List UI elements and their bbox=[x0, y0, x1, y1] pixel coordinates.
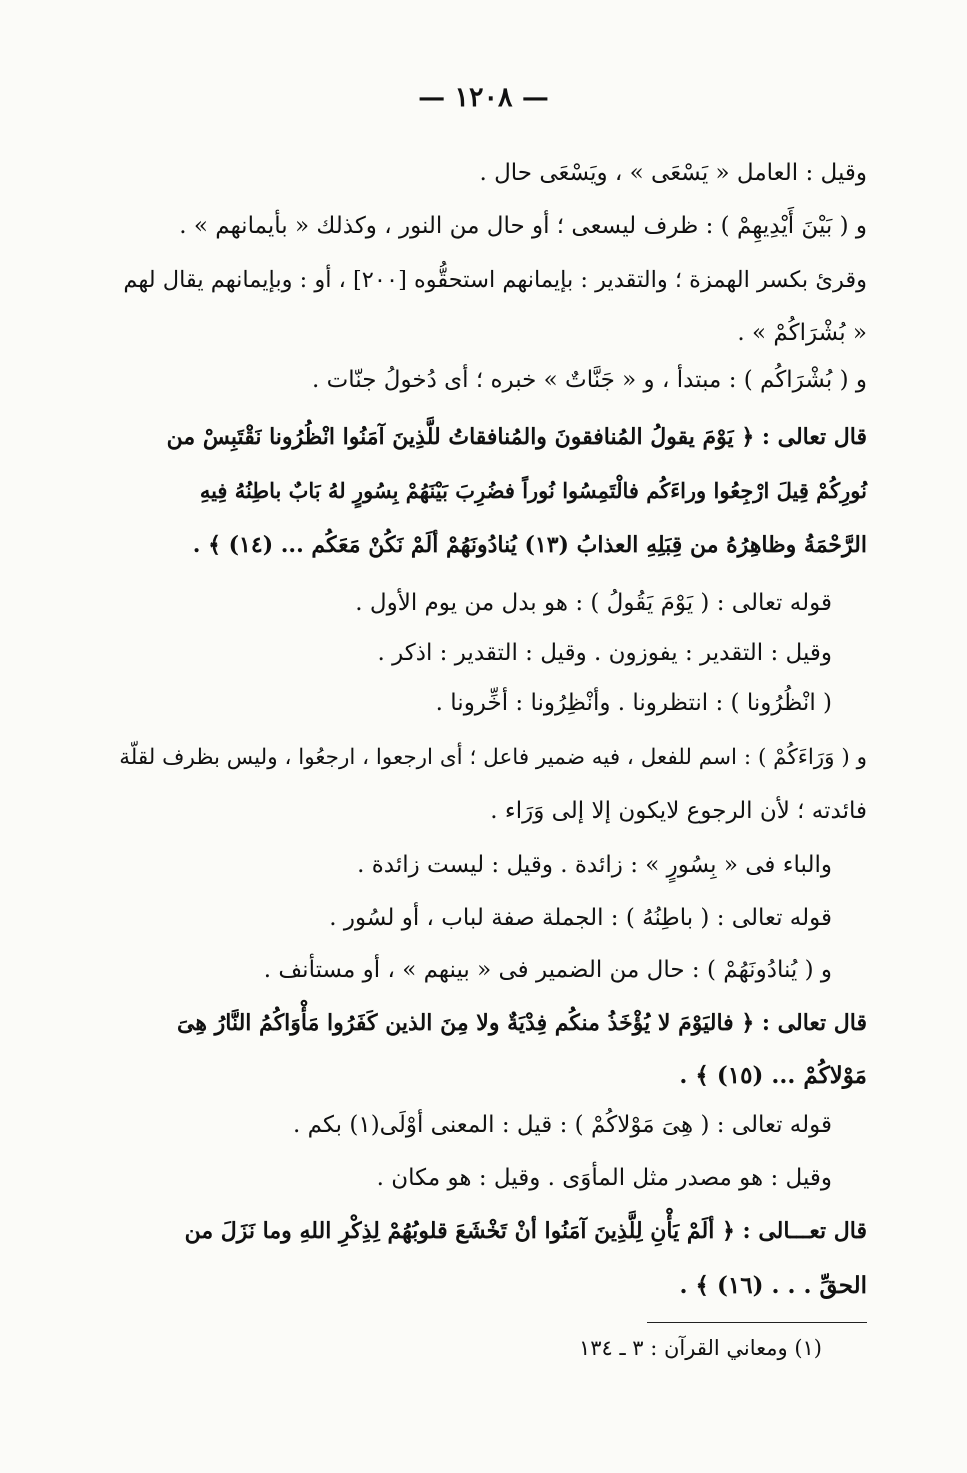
verse-line-6: قال تعـــالى : ﴿ ألَمْ يَأْنِ لِلَّذِينَ آمَنُوا أنْ تَخْشَعَ قلوبُهُمْ لِذِكْرِ اللهِ وما نَزَلَ من bbox=[184, 1218, 867, 1244]
footnote-separator bbox=[647, 1322, 867, 1323]
text-line-3: وقرئ بكسر الهمزة ؛ والتقدير : بإيمانهم استحقُّوه [٢٠٠] ، أو : وبإيمانهم يقال لهم bbox=[123, 267, 867, 293]
text-line-4: « بُشْرَاكُمْ » . bbox=[737, 320, 867, 346]
text-line-5: و ( بُشْرَاكُم ) : مبتدأ ، و « جَنَّاتٌ » خبره ؛ أى دُخولُ جنّات . bbox=[312, 367, 867, 393]
verse-line-2: نُورِكُمْ قِيلَ ارْجِعُوا وراءَكُم فالْتَمِسُوا نُوراً فضُرِبَ بَيْنَهُمْ بِسُورٍ لهُ بَابٌ باطِنُهُ فِيهِ bbox=[199, 478, 867, 503]
text-line-2: و ( بَيْنَ أَيْدِيهِمْ ) : ظرف ليسعى ؛ أو حال من النور ، وكذلك « بأيمانهم » . bbox=[179, 213, 867, 239]
text-line-1: وقيل : العامل « يَسْعَى » ، ويَسْعَى حال . bbox=[479, 160, 867, 186]
text-line-20: وقيل : هو مصدر مثل المأوَى . وقيل : هو مكان . bbox=[376, 1165, 832, 1191]
text-line-13: فائدته ؛ لأن الرجوع لايكون إلا إلى وَرَاء . bbox=[490, 798, 867, 824]
page-number: — ١٢٠٨ — bbox=[418, 82, 549, 113]
verse-line-4: قال تعالى : ﴿ فاليَوْمَ لا يُؤْخَذُ منكُم فِدْيَةٌ ولا مِنَ الذين كَفَرُوا مَأْوَاكُمُ النَّارُ هِىَ bbox=[177, 1010, 867, 1036]
verse-line-7: الحقِّ . . . (١٦) ﴾ . bbox=[679, 1272, 867, 1299]
text-line-19: قوله تعالى : ( هِىَ مَوْلاكُمْ ) : قيل : المعنى أوْلَى(١) بكم . bbox=[293, 1112, 832, 1138]
verse-line-1: قال تعالى : ﴿ يَوْمَ يقولُ المُنافقونَ والمُنافقاتُ للَّذِينَ آمَنُوا انْظُرُونا نَقْتَبِسْ من bbox=[166, 424, 867, 450]
text-line-12: و ( وَرَاءَكُمْ ) : اسم للفعل ، فيه ضمير فاعل ؛ أى ارجعوا ، ارجعُوا ، وليس بظرف لقلّة bbox=[119, 745, 867, 770]
text-line-15: قوله تعالى : ( باطِنُهُ ) : الجملة صفة لباب ، أو لسُور . bbox=[329, 905, 832, 931]
verse-line-3: الرَّحْمَةُ وظاهِرُهُ من قِبَلِهِ العذابُ (١٣) يُنادُونَهُمْ ألَمْ نَكُنْ مَعَكُم ... (١٤) ﴾ . bbox=[192, 532, 867, 558]
footnote: (١) ومعاني القرآن : ٣ ـ ١٣٤ bbox=[578, 1336, 822, 1360]
text-line-11: ( انْظُرُونا ) : انتظرونا . وأنْظِرُونا : أخِّرونا . bbox=[435, 690, 832, 716]
text-line-16: و ( يُنادُونَهُمْ ) : حال من الضمير فى « بينهم » ، أو مستأنف . bbox=[263, 957, 832, 983]
verse-line-5: مَوْلاكُمْ ... (١٥) ﴾ . bbox=[679, 1062, 867, 1089]
text-line-14: والباء فى « بِسُورٍ » : زائدة . وقيل : ليست زائدة . bbox=[357, 852, 832, 878]
text-line-9: قوله تعالى : ( يَوْمَ يَقُولُ ) : هو بدل من يوم الأول . bbox=[355, 590, 832, 616]
text-line-10: وقيل : التقدير : يفوزون . وقيل : التقدير : اذكر . bbox=[377, 640, 832, 666]
